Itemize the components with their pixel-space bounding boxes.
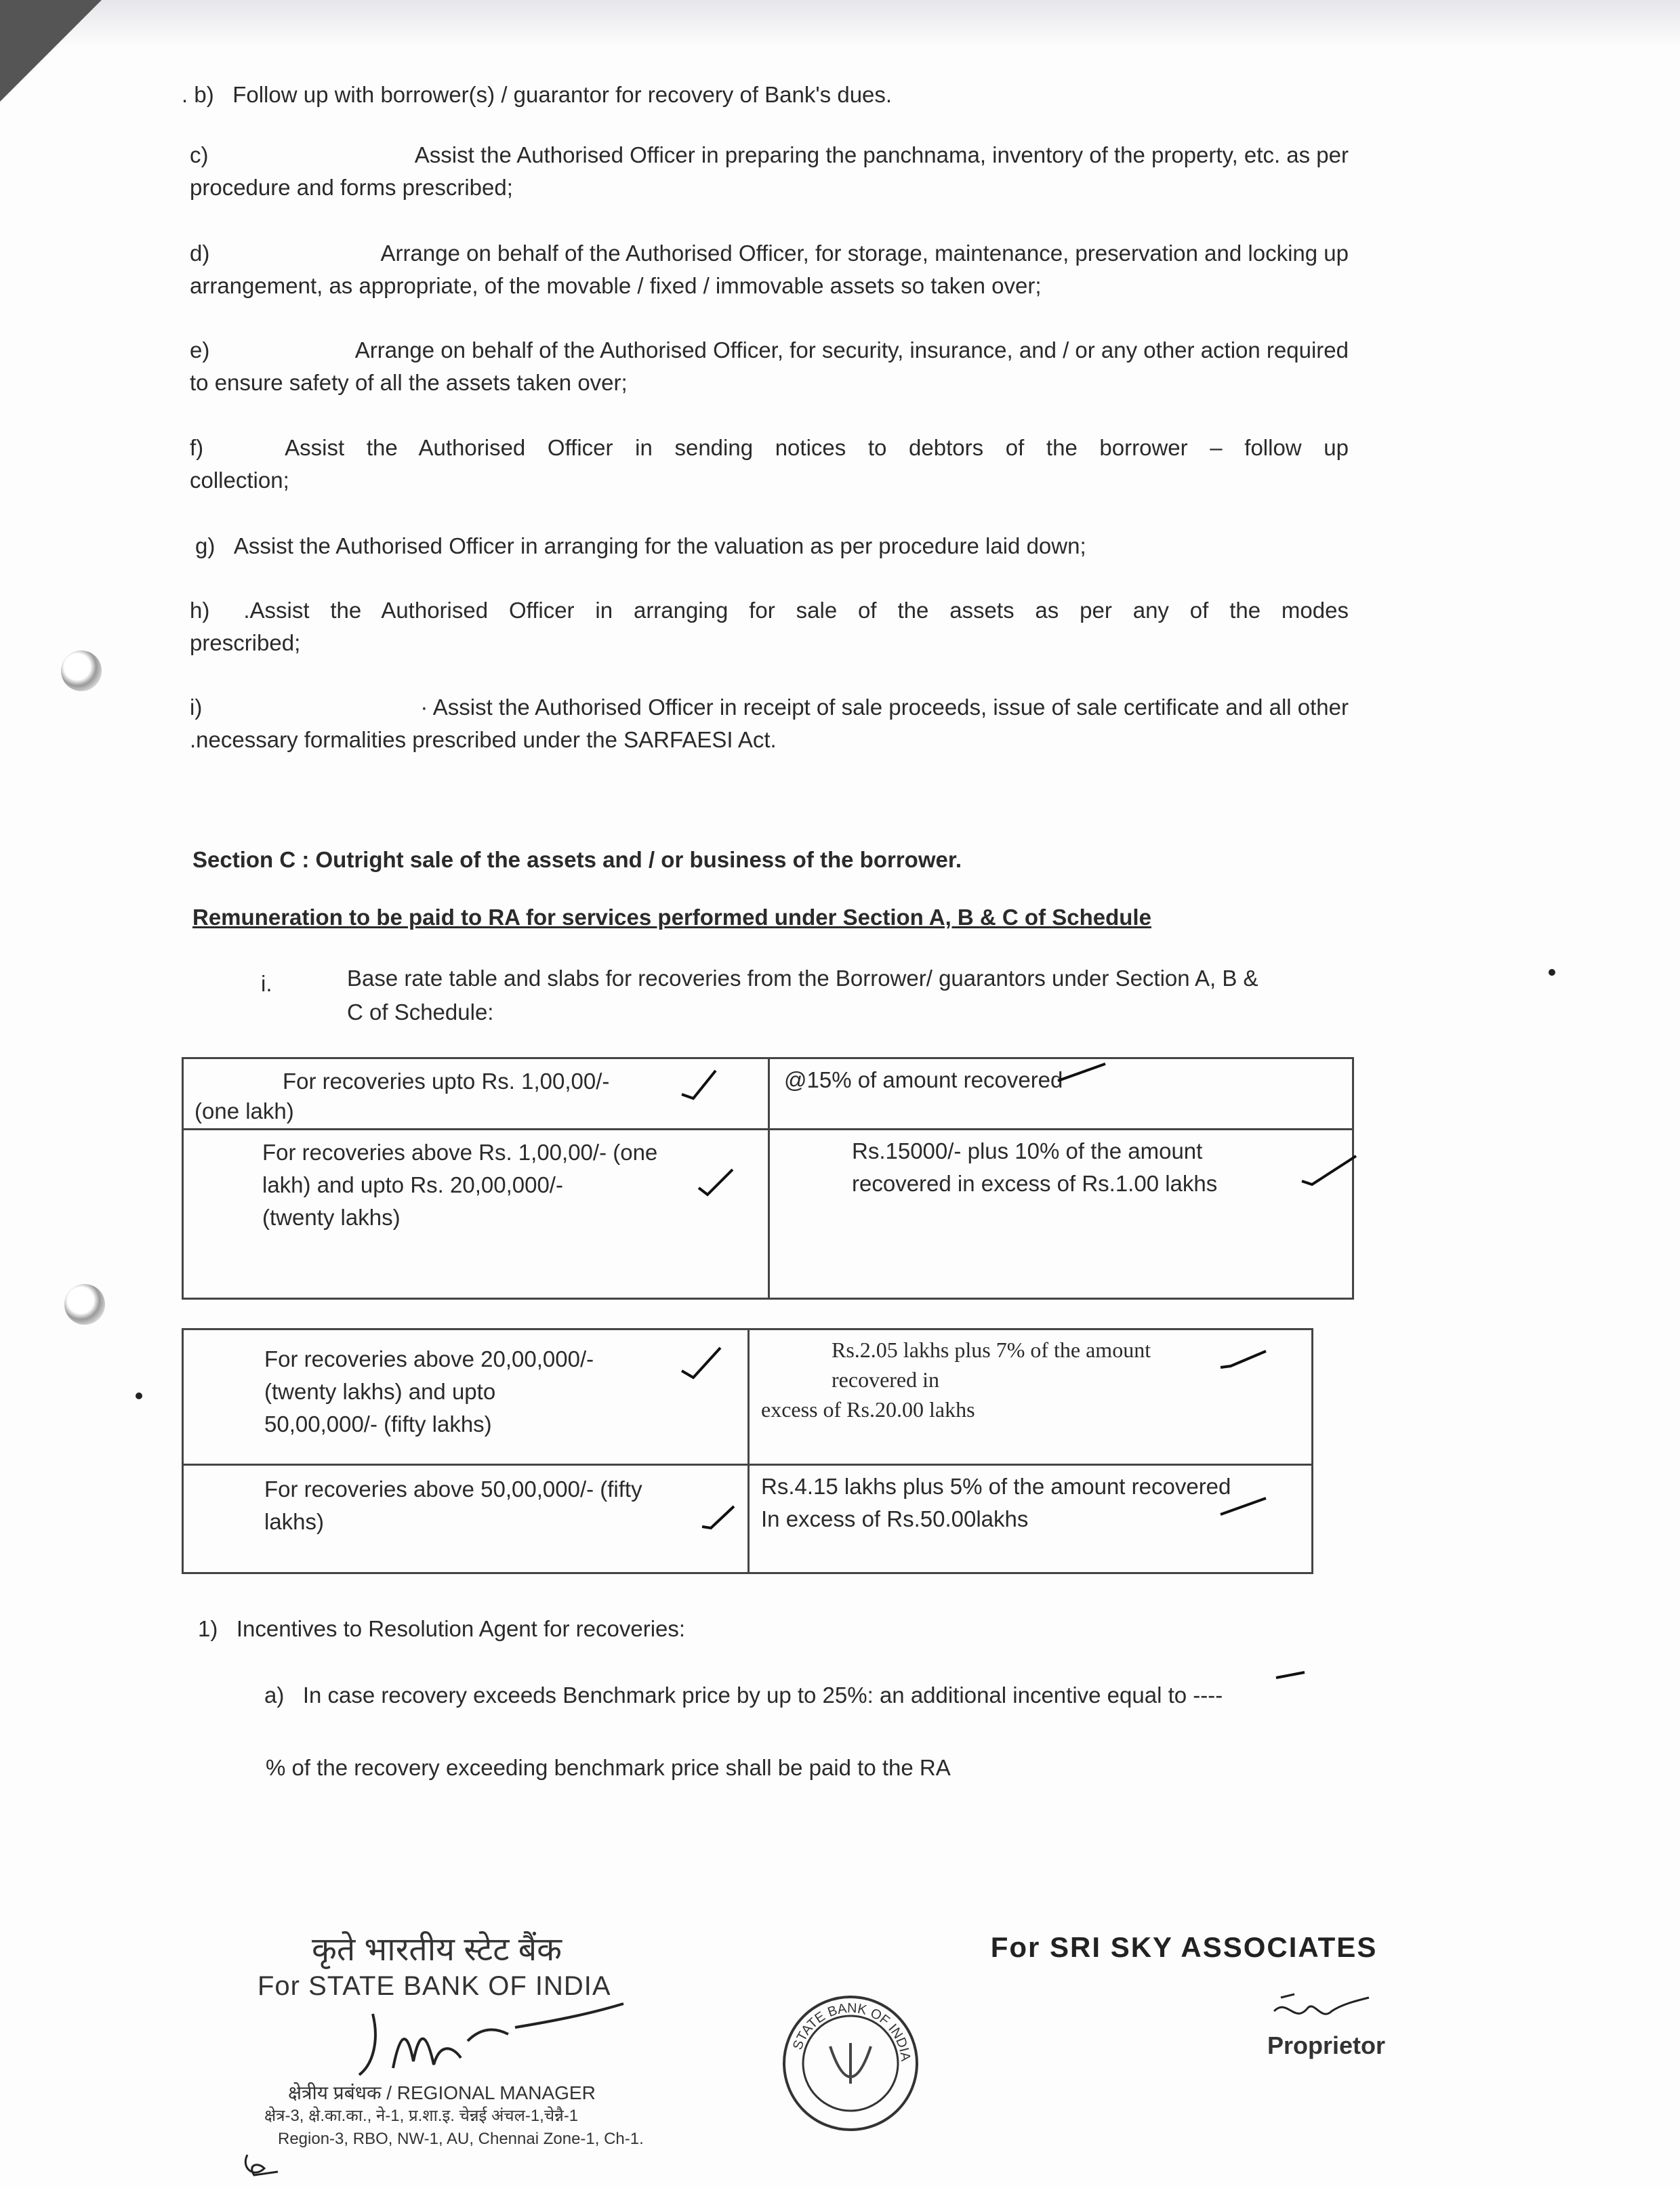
item-label: h) <box>190 598 210 623</box>
proprietor-title: Proprietor <box>1267 2031 1386 2059</box>
base-rate-line1: Base rate table and slabs for recoveries from the Borrower/ guarantors under Section A, B & <box>347 966 1258 991</box>
item-text: Assist the Authorised Officer in preparing the panchnama, inventory of the property, etc. as per <box>414 142 1349 167</box>
incentives-heading <box>198 1613 685 1645</box>
item-label: g) <box>195 533 216 558</box>
item-i <box>190 691 1349 756</box>
speck <box>136 1392 142 1399</box>
item-text: · Assist the Authorised Officer in receipt of sale proceeds, issue of sale certificate and all other <box>420 695 1349 720</box>
initial-mark <box>234 2148 281 2182</box>
range-cell <box>183 1329 749 1465</box>
tick-mark <box>1217 1347 1271 1374</box>
item-text-cont: procedure and forms prescribed; <box>190 175 513 200</box>
base-rate-label: i. <box>261 971 272 996</box>
item-d <box>190 237 1349 302</box>
rate-text: recovered in excess of Rs.1.00 lakhs <box>852 1171 1218 1196</box>
item-text: .Assist the Authorised Officer in arranging for sale of the assets as per any of the modes <box>243 598 1349 623</box>
tick-mark <box>1217 1493 1271 1520</box>
table-row <box>183 1058 1353 1130</box>
range-text: For recoveries upto Rs. 1,00,00/- <box>283 1069 610 1094</box>
slab-table-2 <box>182 1328 1313 1574</box>
base-rate-line2: C of Schedule: <box>347 999 494 1025</box>
sbi-signature-block <box>258 1931 644 2151</box>
sbi-bank-name: For STATE BANK OF INDIA <box>258 1971 611 2001</box>
manager-designation: क्षेत्रीय प्रबंधक / REGIONAL MANAGER <box>288 2082 596 2103</box>
section-c-heading: Section C : Outright sale of the assets and / or business of the borrower. <box>192 847 962 872</box>
item-label: e) <box>190 337 210 363</box>
tick-mark <box>678 1067 719 1101</box>
table-row <box>183 1329 1313 1465</box>
item-g <box>195 530 1086 562</box>
item-f <box>190 432 1349 497</box>
item-text-cont: collection; <box>190 468 289 493</box>
pen-stroke <box>1274 1668 1308 1682</box>
tick-mark <box>1054 1060 1109 1088</box>
rate-text: Rs.4.15 lakhs plus 5% of the amount recovered <box>761 1474 1231 1499</box>
sbi-hindi-name: कृते भारतीय स्टेट बैंक <box>312 1932 562 1968</box>
item-e <box>190 334 1349 399</box>
rate-cell <box>769 1058 1353 1130</box>
incentives-title: Incentives to Resolution Agent for recoveries: <box>236 1616 686 1641</box>
range-text: For recoveries above 20,00,000/- <box>264 1346 594 1371</box>
item-b <box>182 79 892 111</box>
incentive-a <box>264 1679 1223 1712</box>
item-label: . b) <box>182 82 214 107</box>
folded-corner <box>0 0 102 102</box>
tick-mark <box>678 1344 726 1384</box>
range-text: For recoveries above 50,00,000/- (fifty <box>264 1477 642 1502</box>
rate-cell <box>749 1465 1313 1573</box>
item-text: Assist the Authorised Officer in sending notices to debtors of the borrower – follow up <box>285 435 1349 460</box>
range-text: (twenty lakhs) <box>262 1205 401 1230</box>
item-text: Assist the Authorised Officer in arranging for the valuation as per procedure laid down; <box>233 533 1086 558</box>
range-text: 50,00,000/- (fifty lakhs) <box>264 1411 492 1437</box>
tick-mark <box>699 1500 739 1533</box>
item-label: f) <box>190 435 204 460</box>
rate-cell <box>769 1130 1353 1299</box>
item-text-cont: to ensure safety of all the assets taken over; <box>190 370 628 395</box>
range-cell <box>183 1130 769 1299</box>
table-row <box>183 1130 1353 1299</box>
tick-mark <box>1298 1151 1359 1191</box>
item-text: Arrange on behalf of the Authorised Officer, for security, insurance, and / or any other action required <box>354 337 1349 363</box>
item-text-cont: .necessary formalities prescribed under the SARFAESI Act. <box>190 727 777 752</box>
range-text: For recoveries above Rs. 1,00,00/- (one <box>262 1140 658 1165</box>
range-text: lakhs) <box>264 1509 325 1534</box>
rate-text: In excess of Rs.50.00lakhs <box>761 1506 1029 1531</box>
item-h <box>190 594 1349 659</box>
rate-text: Rs.15000/- plus 10% of the amount <box>852 1138 1203 1163</box>
range-cell <box>183 1465 749 1573</box>
ra-signature-block <box>983 1931 1385 2060</box>
rate-text: recovered in <box>832 1367 940 1392</box>
bank-seal <box>779 1992 922 2134</box>
incentive-a-cont: % of the recovery exceeding benchmark price shall be paid to the RA <box>266 1755 951 1780</box>
rate-text: excess of Rs.20.00 lakhs <box>761 1397 975 1422</box>
incentives-label: 1) <box>198 1616 218 1641</box>
item-text-cont: arrangement, as appropriate, of the movable / fixed / immovable assets so taken over; <box>190 273 1042 298</box>
address-english: Region-3, RBO, NW-1, AU, Chennai Zone-1, Ch-1. <box>278 2130 644 2148</box>
punch-hole-bottom <box>64 1284 105 1325</box>
signature-manager <box>352 2000 637 2082</box>
address-hindi: क्षेत्र-3, क्षे.का.का., ने-1, प्र.शा.इ. चेन्नई अंचल-1,चेन्नै-1 <box>264 2107 579 2125</box>
remuneration-heading: Remuneration to be paid to RA for services performed under Section A, B & C of Schedule <box>192 905 1151 930</box>
item-text-cont: prescribed; <box>190 630 301 655</box>
range-cell <box>183 1058 769 1130</box>
item-text: Arrange on behalf of the Authorised Officer, for storage, maintenance, preservation and locking up <box>380 241 1349 266</box>
seal-graphic <box>779 1992 922 2134</box>
slab-table-1 <box>182 1057 1354 1300</box>
range-text: lakh) and upto Rs. 20,00,000/- <box>262 1172 563 1197</box>
range-text: (twenty lakhs) and upto <box>264 1379 496 1404</box>
incentive-a-text: In case recovery exceeds Benchmark price by up to 25%: an additional incentive equal to ---- <box>302 1683 1223 1708</box>
rate-text: Rs.2.05 lakhs plus 7% of the amount <box>832 1338 1151 1362</box>
item-c <box>190 139 1349 204</box>
item-text: Follow up with borrower(s) / guarantor for recovery of Bank's dues. <box>232 82 893 107</box>
tick-mark <box>695 1164 736 1198</box>
table-row <box>183 1465 1313 1573</box>
punch-hole-top <box>61 651 102 691</box>
range-text: (one lakh) <box>194 1098 294 1123</box>
scan-shadow <box>0 0 1680 47</box>
item-label: c) <box>190 142 209 167</box>
rate-cell <box>749 1329 1313 1465</box>
item-label: i) <box>190 695 203 720</box>
seal-text: STATE BANK OF INDIA <box>790 2000 914 2063</box>
incentive-a-label: a) <box>264 1683 285 1708</box>
rate-text: @15% of amount recovered <box>784 1067 1063 1092</box>
signature-proprietor <box>1267 1984 1376 2031</box>
item-label: d) <box>190 241 210 266</box>
firm-name: For SRI SKY ASSOCIATES <box>990 1931 1378 1963</box>
speck <box>1549 969 1555 976</box>
